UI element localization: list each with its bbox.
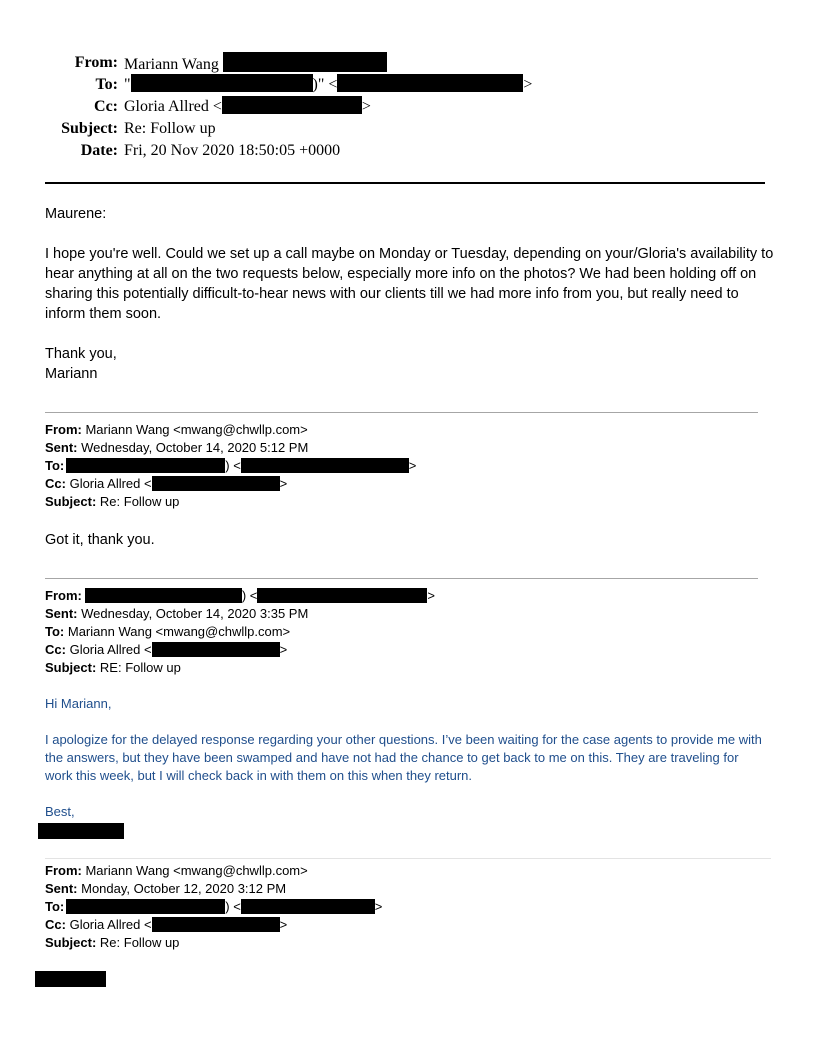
header-from-value: Mariann Wang (124, 56, 219, 73)
header-cc-label: Cc: (94, 98, 118, 115)
quoted-body: Got it, thank you. (45, 532, 155, 548)
quoted-sent-row (45, 880, 286, 898)
quoted-subject-row (45, 934, 179, 952)
redaction-block (66, 899, 225, 914)
quoted-divider (45, 858, 771, 859)
quoted-cc-close: > (279, 917, 288, 932)
header-from-label: From: (74, 54, 118, 71)
redaction-block (241, 458, 409, 473)
quoted-sent-label: Sent: (45, 881, 78, 896)
quoted-sent-row (45, 605, 308, 623)
reply-greeting: Hi Mariann, (45, 696, 112, 711)
quoted-cc-row (45, 641, 287, 659)
quoted-to-mid: ) < (225, 458, 241, 473)
quoted-cc-value: Gloria Allred < (69, 476, 152, 491)
quoted-from-label: From: (45, 863, 82, 878)
message-greeting: Maurene: (45, 206, 107, 222)
quoted-from-row (45, 421, 308, 439)
quoted-subject-label: Subject: (45, 660, 97, 675)
quoted-cc-value: Gloria Allred < (69, 917, 152, 932)
redaction-block (257, 588, 427, 603)
header-to-open: " (124, 76, 131, 93)
quoted-from-row (45, 862, 308, 880)
header-cc-value: Gloria Allred < (124, 98, 222, 115)
redaction-block (152, 642, 280, 657)
quoted-cc-close: > (279, 642, 288, 657)
quoted-sent-row (45, 439, 308, 457)
header-cc-close: > (361, 98, 371, 115)
quoted-subject-label: Subject: (45, 935, 97, 950)
quoted-divider (45, 578, 758, 579)
quoted-cc-value: Gloria Allred < (69, 642, 152, 657)
quoted-from-label: From: (45, 588, 82, 603)
redaction-block (241, 899, 375, 914)
header-subject-label: Subject: (61, 120, 118, 137)
redaction-block (131, 74, 313, 92)
quoted-to-label: To: (45, 624, 65, 639)
message-signature: Mariann (45, 366, 98, 382)
redaction-block (66, 458, 225, 473)
quoted-sent-value: Monday, October 12, 2020 3:12 PM (81, 881, 287, 896)
quoted-from-close: > (427, 588, 435, 603)
message-closing: Thank you, (45, 346, 117, 362)
quoted-from-value: Mariann Wang <mwang@chwllp.com> (85, 422, 308, 437)
redacted-signature (38, 823, 124, 839)
quoted-to-label: To: (45, 899, 65, 914)
quoted-sent-value: Wednesday, October 14, 2020 5:12 PM (81, 440, 309, 455)
redaction-block (152, 917, 280, 932)
quoted-to-mid: ) < (225, 899, 241, 914)
quoted-from-label: From: (45, 422, 82, 437)
quoted-to-value: Mariann Wang <mwang@chwllp.com> (67, 624, 291, 639)
reply-closing: Best, (45, 804, 75, 819)
quoted-to-row (45, 457, 416, 475)
quoted-sent-value: Wednesday, October 14, 2020 3:35 PM (81, 606, 309, 621)
header-to-close: > (523, 76, 533, 93)
quoted-cc-row (45, 475, 287, 493)
quoted-subject-value: Re: Follow up (99, 494, 180, 509)
quoted-to-row (45, 898, 382, 916)
quoted-cc-row (45, 916, 287, 934)
quoted-from-mid: ) < (241, 588, 258, 603)
redaction-block (85, 588, 242, 603)
quoted-to-label: To: (45, 458, 65, 473)
quoted-to-close: > (374, 899, 383, 914)
header-divider (45, 182, 765, 184)
header-date-value: Fri, 20 Nov 2020 18:50:05 +0000 (124, 142, 341, 159)
header-date-label: Date: (80, 142, 118, 159)
quoted-from-value: Mariann Wang <mwang@chwllp.com> (85, 863, 308, 878)
quoted-subject-row (45, 659, 181, 677)
quoted-subject-label: Subject: (45, 494, 97, 509)
quoted-divider (45, 412, 758, 413)
redaction-block (223, 52, 387, 72)
quoted-cc-label: Cc: (45, 642, 66, 657)
quoted-subject-row (45, 493, 179, 511)
quoted-to-close: > (408, 458, 417, 473)
message-paragraph: I hope you're well. Could we set up a call maybe on Monday or Tuesday, depending on your/Gloria's availability to hear anything at all on the two requests below, especially more info on the photos? We had been holding off on sharing this potentially difficult-to-hear news with our clients till we had more info from you, but really need to inform them soon. (45, 246, 774, 322)
quoted-cc-label: Cc: (45, 476, 66, 491)
redaction-block (152, 476, 280, 491)
quoted-to-row (45, 623, 290, 641)
header-to-mid: )" < (312, 76, 338, 93)
header-to-label: To: (95, 76, 118, 93)
quoted-from-row (45, 587, 435, 605)
quoted-cc-close: > (279, 476, 288, 491)
header-subject-value: Re: Follow up (124, 120, 216, 137)
reply-body: I apologize for the delayed response regarding your other questions. I’ve been waiting for the case agents to provide me with the answers, but they have been swamped and have not had the chance to get back to me on this. They are traveling for work this week, but I will check back in with them on this when they return. (45, 732, 762, 783)
quoted-cc-label: Cc: (45, 917, 66, 932)
quoted-subject-value: RE: Follow up (99, 660, 181, 675)
redaction-block (222, 96, 362, 114)
quoted-sent-label: Sent: (45, 440, 78, 455)
quoted-subject-value: Re: Follow up (99, 935, 180, 950)
quoted-sent-label: Sent: (45, 606, 78, 621)
redaction-block (35, 971, 106, 987)
redaction-block (337, 74, 523, 92)
